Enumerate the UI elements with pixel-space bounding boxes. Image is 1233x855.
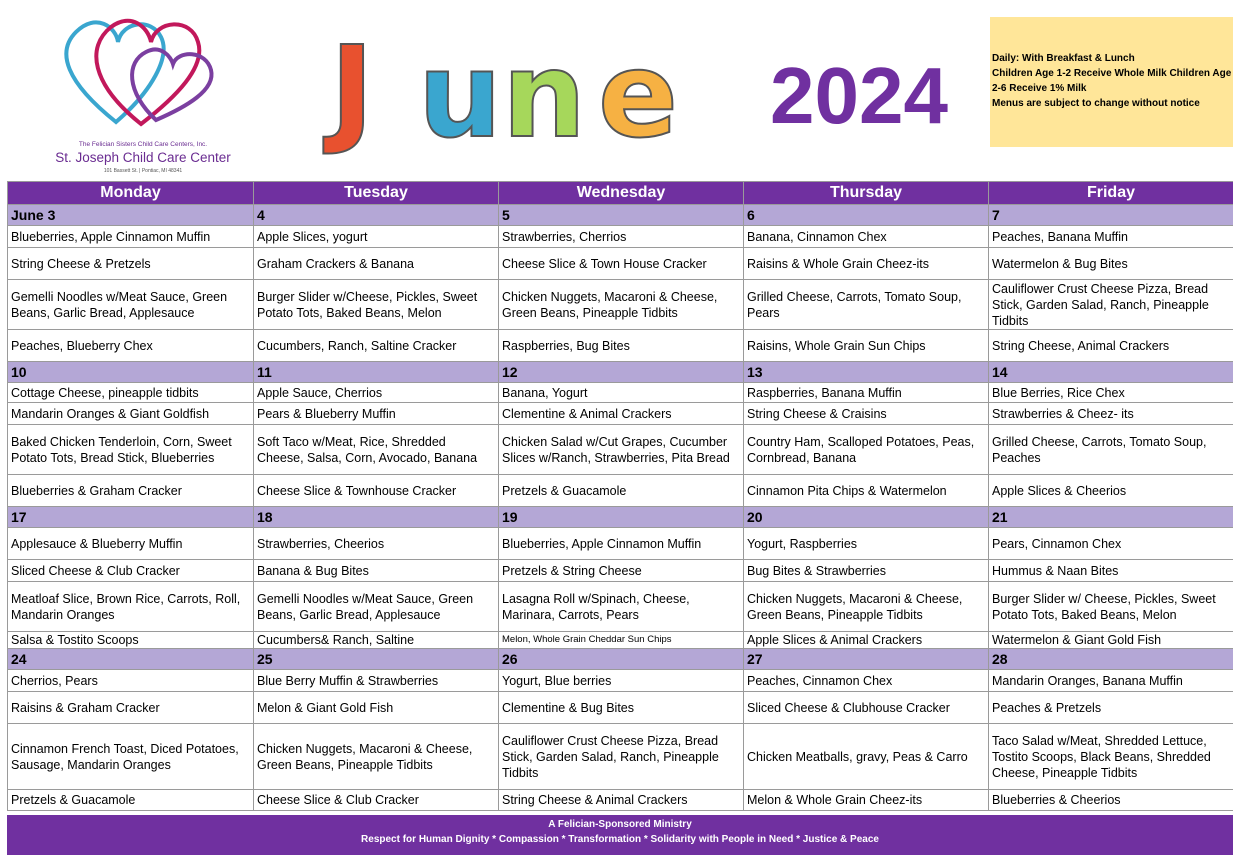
- meal-cell: Baked Chicken Tenderloin, Corn, Sweet Potato Tots, Bread Stick, Blueberries: [8, 425, 254, 475]
- date-row: [8, 507, 1233, 528]
- meal-cell: Chicken Nuggets, Macaroni & Cheese, Green Beans, Pineapple Tidbits: [254, 724, 499, 790]
- meal-cell: Chicken Salad w/Cut Grapes, Cucumber Slices w/Ranch, Strawberries, Pita Bread: [499, 425, 744, 475]
- meal-cell: Graham Crackers & Banana: [254, 248, 499, 280]
- meal-cell: Cucumbers, Ranch, Saltine Cracker: [254, 330, 499, 362]
- meal-cell: Blueberries, Apple Cinnamon Muffin: [499, 528, 744, 560]
- meal-cell: Cucumbers& Ranch, Saltine: [254, 632, 499, 649]
- note-line: Children Age 1-2 Receive Whole Milk Children Age: [992, 68, 1232, 79]
- meal-cell: Cottage Cheese, pineapple tidbits: [8, 383, 254, 403]
- logo-center-name: St. Joseph Child Care Center: [55, 150, 231, 165]
- header: [0, 0, 1233, 180]
- menu-calendar: [7, 181, 1233, 811]
- meal-cell: Melon & Whole Grain Cheez-its: [744, 790, 989, 811]
- meal-cell: Country Ham, Scalloped Potatoes, Peas, Cornbread, Banana: [744, 425, 989, 475]
- meal-cell: Burger Slider w/Cheese, Pickles, Sweet Potato Tots, Baked Beans, Melon: [254, 280, 499, 330]
- month-letter: e: [598, 26, 679, 164]
- meal-cell: Pretzels & Guacamole: [499, 475, 744, 507]
- meal-cell: Burger Slider w/ Cheese, Pickles, Sweet Potato Tots, Baked Beans, Melon: [989, 582, 1233, 632]
- meal-row: [8, 475, 1233, 507]
- meal-cell: String Cheese, Animal Crackers: [989, 330, 1233, 362]
- weekday-header: Friday: [989, 182, 1233, 205]
- meal-row: [8, 383, 1233, 403]
- weekday-header: Monday: [8, 182, 254, 205]
- meal-row: [8, 330, 1233, 362]
- meal-cell: Raspberries, Banana Muffin: [744, 383, 989, 403]
- meal-cell: Blue Berries, Rice Chex: [989, 383, 1233, 403]
- meal-cell: Banana, Yogurt: [499, 383, 744, 403]
- meal-cell: Cinnamon French Toast, Diced Potatoes, Sausage, Mandarin Oranges: [8, 724, 254, 790]
- meal-cell: Blueberries & Graham Cracker: [8, 475, 254, 507]
- meal-cell: Soft Taco w/Meat, Rice, Shredded Cheese, Salsa, Corn, Avocado, Banana: [254, 425, 499, 475]
- meal-cell: Hummus & Naan Bites: [989, 560, 1233, 582]
- meal-cell: Mandarin Oranges, Banana Muffin: [989, 670, 1233, 692]
- meal-cell: Grilled Cheese, Carrots, Tomato Soup, Pears: [744, 280, 989, 330]
- menu-notes: [990, 17, 1233, 147]
- meal-cell: Applesauce & Blueberry Muffin: [8, 528, 254, 560]
- logo-org-name: The Felician Sisters Child Care Centers, Inc.: [78, 141, 208, 148]
- meal-cell: Melon, Whole Grain Cheddar Sun Chips: [499, 632, 744, 649]
- footer: [7, 815, 1233, 855]
- month-letter: J: [330, 20, 374, 158]
- date-cell: 14: [989, 362, 1233, 383]
- meal-cell: Cheese Slice & Town House Cracker: [499, 248, 744, 280]
- meal-row: [8, 724, 1233, 790]
- date-cell: 11: [254, 362, 499, 383]
- date-cell: 19: [499, 507, 744, 528]
- date-cell: 28: [989, 649, 1233, 670]
- meal-cell: Pears & Blueberry Muffin: [254, 403, 499, 425]
- date-row: [8, 649, 1233, 670]
- logo-address: 101 Bassett St. | Pontiac, MI 48341: [103, 168, 183, 174]
- meal-cell: Apple Slices & Cheerios: [989, 475, 1233, 507]
- date-cell: 12: [499, 362, 744, 383]
- weekday-header: Thursday: [744, 182, 989, 205]
- meal-cell: Lasagna Roll w/Spinach, Cheese, Marinara, Carrots, Pears: [499, 582, 744, 632]
- meal-cell: Chicken Nuggets, Macaroni & Cheese, Green Beans, Pineapple Tidbits: [499, 280, 744, 330]
- meal-row: [8, 425, 1233, 475]
- meal-cell: Meatloaf Slice, Brown Rice, Carrots, Roll, Mandarin Oranges: [8, 582, 254, 632]
- meal-cell: Blue Berry Muffin & Strawberries: [254, 670, 499, 692]
- meal-cell: String Cheese & Animal Crackers: [499, 790, 744, 811]
- meal-cell: Peaches & Pretzels: [989, 692, 1233, 724]
- meal-cell: Apple Slices & Animal Crackers: [744, 632, 989, 649]
- meal-cell: Gemelli Noodles w/Meat Sauce, Green Beans, Garlic Bread, Applesauce: [254, 582, 499, 632]
- meal-cell: Pretzels & Guacamole: [8, 790, 254, 811]
- meal-row: [8, 560, 1233, 582]
- meal-row: [8, 403, 1233, 425]
- meal-cell: Cheese Slice & Club Cracker: [254, 790, 499, 811]
- meal-cell: Salsa & Tostito Scoops: [8, 632, 254, 649]
- meal-cell: Peaches, Cinnamon Chex: [744, 670, 989, 692]
- date-cell: 25: [254, 649, 499, 670]
- meal-cell: Peaches, Banana Muffin: [989, 226, 1233, 248]
- note-line: Daily: With Breakfast & Lunch: [992, 53, 1135, 64]
- meal-cell: Gemelli Noodles w/Meat Sauce, Green Beans, Garlic Bread, Applesauce: [8, 280, 254, 330]
- meal-cell: Banana & Bug Bites: [254, 560, 499, 582]
- date-cell: 18: [254, 507, 499, 528]
- meal-cell: Strawberries, Cheerios: [254, 528, 499, 560]
- meal-cell: Blueberries, Apple Cinnamon Muffin: [8, 226, 254, 248]
- date-cell: 5: [499, 205, 744, 226]
- note-line: Menus are subject to change without notice: [992, 98, 1200, 109]
- meal-cell: Cherrios, Pears: [8, 670, 254, 692]
- meal-cell: Sliced Cheese & Club Cracker: [8, 560, 254, 582]
- month-title: [330, 20, 679, 164]
- date-cell: 7: [989, 205, 1233, 226]
- meal-cell: Chicken Nuggets, Macaroni & Cheese, Green Beans, Pineapple Tidbits: [744, 582, 989, 632]
- meal-row: [8, 226, 1233, 248]
- date-cell: 10: [8, 362, 254, 383]
- meal-cell: Pretzels & String Cheese: [499, 560, 744, 582]
- meal-row: [8, 248, 1233, 280]
- meal-cell: Cauliflower Crust Cheese Pizza, Bread Stick, Garden Salad, Ranch, Pineapple Tidbits: [499, 724, 744, 790]
- weekday-header: Tuesday: [254, 182, 499, 205]
- meal-cell: Raisins & Graham Cracker: [8, 692, 254, 724]
- date-cell: 24: [8, 649, 254, 670]
- date-cell: 20: [744, 507, 989, 528]
- meal-cell: Clementine & Animal Crackers: [499, 403, 744, 425]
- meal-cell: Watermelon & Bug Bites: [989, 248, 1233, 280]
- meal-row: [8, 790, 1233, 811]
- meal-cell: Grilled Cheese, Carrots, Tomato Soup, Peaches: [989, 425, 1233, 475]
- meal-cell: Strawberries & Cheez- its: [989, 403, 1233, 425]
- date-cell: 21: [989, 507, 1233, 528]
- month-letter: n: [502, 26, 587, 164]
- meal-row: [8, 632, 1233, 649]
- weekday-header-row: [8, 182, 1233, 205]
- meal-cell: Raspberries, Bug Bites: [499, 330, 744, 362]
- meal-cell: Raisins, Whole Grain Sun Chips: [744, 330, 989, 362]
- meal-cell: Cheese Slice & Townhouse Cracker: [254, 475, 499, 507]
- meal-row: [8, 582, 1233, 632]
- meal-cell: Pears, Cinnamon Chex: [989, 528, 1233, 560]
- note-line: 2-6 Receive 1% Milk: [992, 83, 1087, 94]
- meal-cell: Banana, Cinnamon Chex: [744, 226, 989, 248]
- meal-cell: Clementine & Bug Bites: [499, 692, 744, 724]
- meal-cell: Sliced Cheese & Clubhouse Cracker: [744, 692, 989, 724]
- meal-row: [8, 280, 1233, 330]
- date-cell: 17: [8, 507, 254, 528]
- meal-cell: Blueberries & Cheerios: [989, 790, 1233, 811]
- meal-cell: String Cheese & Pretzels: [8, 248, 254, 280]
- meal-cell: Yogurt, Blue berries: [499, 670, 744, 692]
- date-cell: 26: [499, 649, 744, 670]
- date-row: [8, 362, 1233, 383]
- weekday-header: Wednesday: [499, 182, 744, 205]
- center-logo: [28, 8, 258, 173]
- meal-cell: Apple Slices, yogurt: [254, 226, 499, 248]
- date-cell: 6: [744, 205, 989, 226]
- footer-ministry: A Felician-Sponsored Ministry: [548, 819, 692, 830]
- meal-row: [8, 528, 1233, 560]
- meal-cell: Apple Sauce, Cherrios: [254, 383, 499, 403]
- month-letter: u: [418, 26, 503, 164]
- meal-cell: Cinnamon Pita Chips & Watermelon: [744, 475, 989, 507]
- meal-cell: Chicken Meatballs, gravy, Peas & Carro: [744, 724, 989, 790]
- meal-cell: Taco Salad w/Meat, Shredded Lettuce, Tostito Scoops, Black Beans, Shredded Cheese, Pineapple Tidbits: [989, 724, 1233, 790]
- meal-cell: String Cheese & Craisins: [744, 403, 989, 425]
- date-cell: 27: [744, 649, 989, 670]
- meal-cell: Mandarin Oranges & Giant Goldfish: [8, 403, 254, 425]
- hearts-logo-icon: [56, 12, 226, 132]
- meal-cell: Peaches, Blueberry Chex: [8, 330, 254, 362]
- meal-cell: Yogurt, Raspberries: [744, 528, 989, 560]
- meal-cell: Raisins & Whole Grain Cheez-its: [744, 248, 989, 280]
- footer-values: Respect for Human Dignity * Compassion * Transformation * Solidarity with People in Need * Justice & Peace: [361, 834, 879, 845]
- year-title: 2024: [770, 51, 948, 140]
- meal-cell: Melon & Giant Gold Fish: [254, 692, 499, 724]
- meal-cell: Cauliflower Crust Cheese Pizza, Bread Stick, Garden Salad, Ranch, Pineapple Tidbits: [989, 280, 1233, 330]
- meal-row: [8, 692, 1233, 724]
- meal-cell: Watermelon & Giant Gold Fish: [989, 632, 1233, 649]
- meal-cell: Bug Bites & Strawberries: [744, 560, 989, 582]
- date-cell: June 3: [8, 205, 254, 226]
- date-cell: 4: [254, 205, 499, 226]
- date-cell: 13: [744, 362, 989, 383]
- meal-cell: Strawberries, Cherrios: [499, 226, 744, 248]
- meal-row: [8, 670, 1233, 692]
- calendar-body: [8, 205, 1233, 811]
- date-row: [8, 205, 1233, 226]
